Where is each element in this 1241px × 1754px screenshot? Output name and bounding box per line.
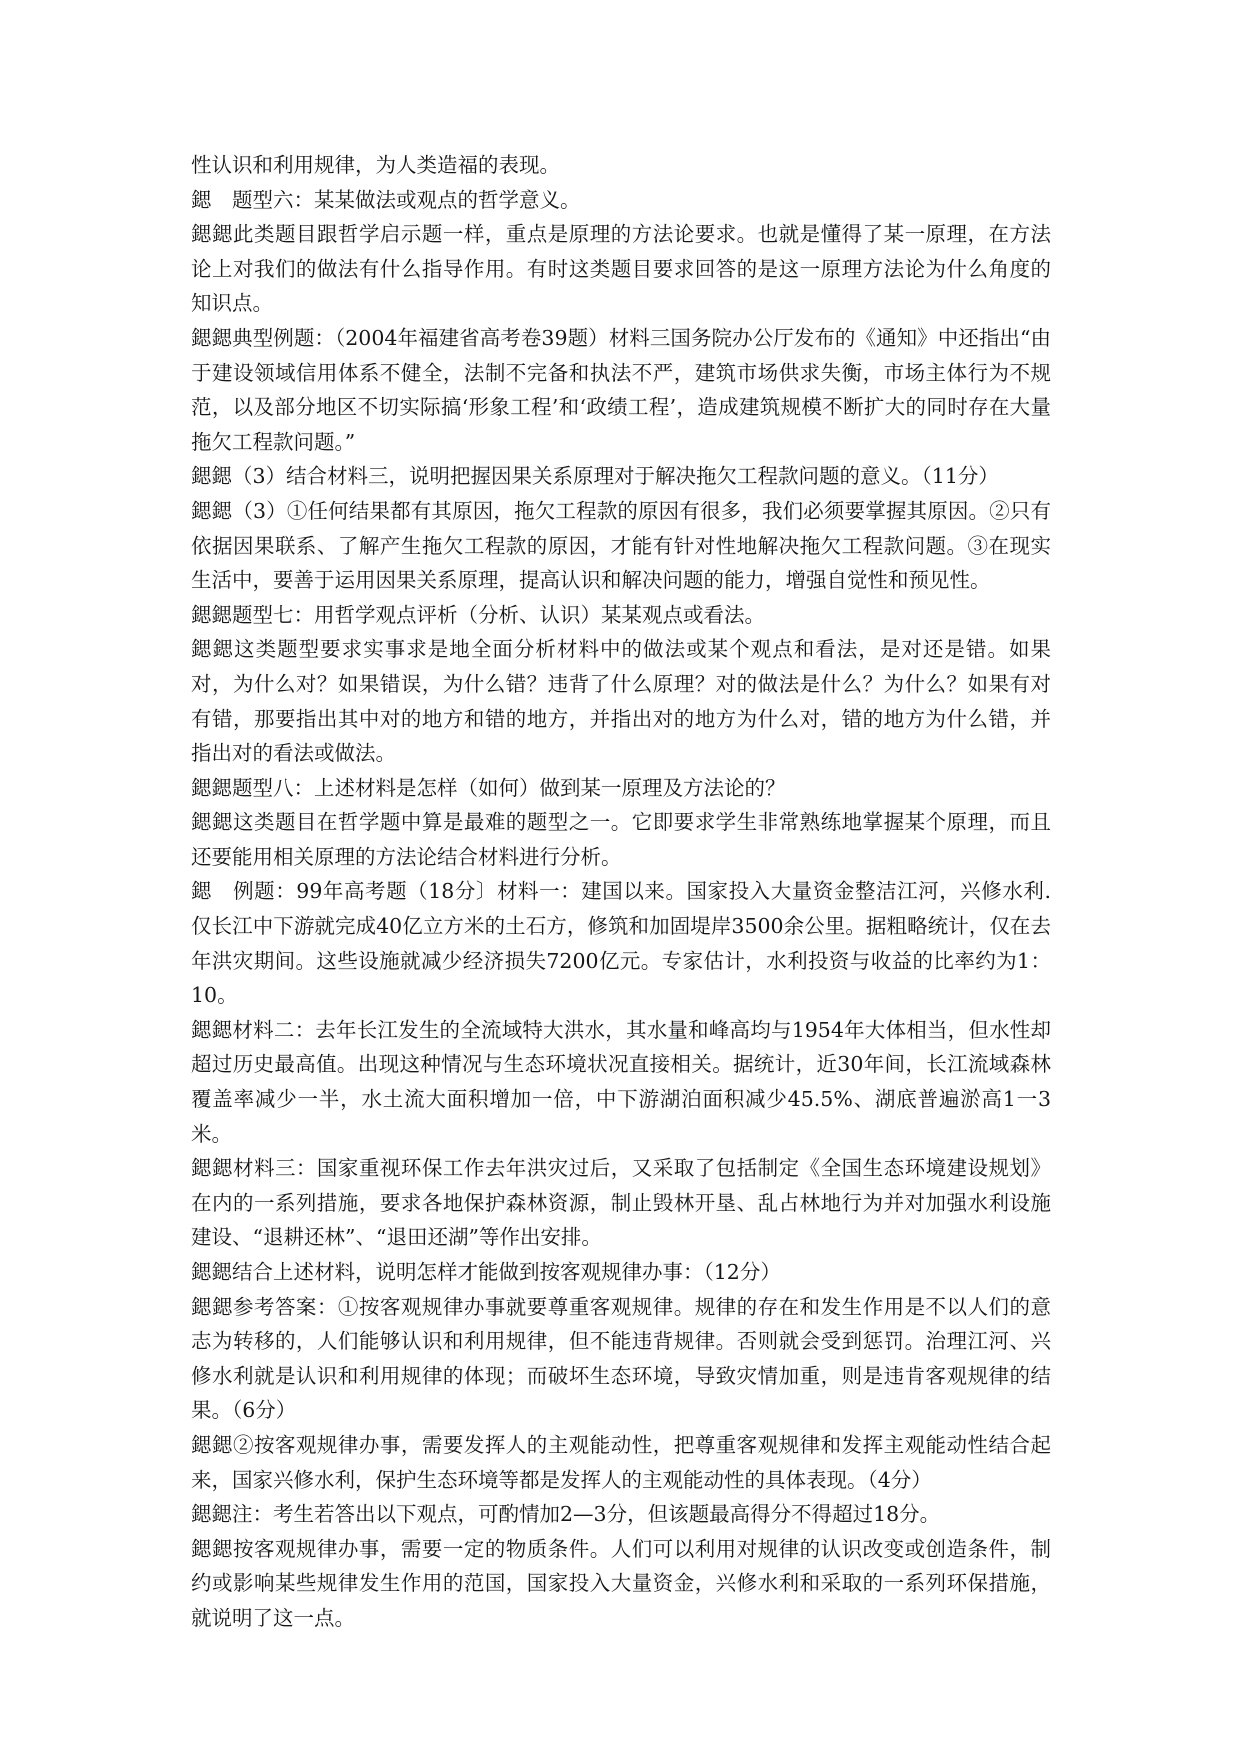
paragraph-question: 鍶鍶结合上述材料，说明怎样才能做到按客观规律办事：（12分）	[191, 1260, 781, 1284]
paragraph-material-two: 鍶鍶材料二：去年长江发生的全流域特大洪水，其水量和峰高均与1954年大体相当，但水性却超过历史最高值。出现这种情况与生态环境状况直接相关。据统计，近30年间，长江流域森林覆盖率减少一半，水土流大面积增加一倍，中下游湖泊面积减少45.5%、湖底普遍淤高1一3米。	[191, 1017, 1051, 1146]
paragraph-type-eight-explanation: 鍶鍶这类题目在哲学题中算是最难的题型之一。它即要求学生非常熟练地掌握某个原理，而且还要能用相关原理的方法论结合材料进行分析。	[191, 810, 1051, 869]
paragraph-example-fujian-2004: 鍶鍶典型例题：（2004年福建省高考卷39题）材料三国务院办公厅发布的《通知》中还指出“由于建设领域信用体系不健全，法制不完备和执法不严，建筑市场供求失衡，市场主体行为不规范，以及部分地区不切实际搞‘形象工程’和‘政绩工程’，造成建筑规模不断扩大的同时存在大量拖欠工程款问题。”	[191, 325, 1051, 454]
paragraph-material-three: 鍶鍶材料三：国家重视环保工作去年洪灾过后，又采取了包括制定《全国生态环境建设规划》在内的一系列措施，要求各地保护森林资源，制止毁林开垦、乱占林地行为并对加强水利设施建设、“退耕还林”、“退田还湖”等作出安排。	[191, 1156, 1051, 1250]
paragraph-reference-answer: 鍶鍶参考答案：①按客观规律办事就要尊重客观规律。规律的存在和发生作用是不以人们的意志为转移的，人们能够认识和利用规律，但不能违背规律。否则就会受到惩罚。治理江河、兴修水利就是认识和利用规律的体现；而破坏生态环境，导致灾情加重，则是违肯客观规律的结果。（6分）	[191, 1294, 1051, 1423]
paragraph-example-material-one: 鍶 例题：99年高考题（18分〕材料一：建国以来。国家投入大量资金整洁江河，兴修水利. 仅长江中下游就完成40亿立方米的土石方，修筑和加固堤岸3500余公里。据粗略统计，仅在去年洪灾期间。这些设施就减少经济损失7200亿元。专家估计，水利投资与收益的比率约为1：10。	[191, 879, 1051, 1008]
document-body	[191, 148, 1051, 1636]
paragraph-answer-point-two: 鍶鍶②按客观规律办事，需要发挥人的主观能动性，把尊重客观规律和发挥主观能动性结合起来，国家兴修水利，保护生态环境等都是发挥人的主观能动性的具体表现。（4分）	[191, 1432, 1051, 1492]
paragraph-type-six-heading: 鍶 题型六：某某做法或观点的哲学意义。	[191, 187, 581, 212]
paragraph-answer-3: 鍶鍶（3）①任何结果都有其原因，拖欠工程款的原因有很多，我们必须要掌握其原因。②只有依据因果联系、了解产生拖欠工程款的原因，才能有针对性地解决拖欠工程款问题。③在现实生活中，要善于运用因果关系原理，提高认识和解决问题的能力，增强自觉性和预见性。	[191, 498, 1051, 593]
paragraph-type-seven-explanation: 鍶鍶这类题型要求实事求是地全面分析材料中的做法或某个观点和看法，是对还是错。如果对，为什么对？如果错误，为什么错？违背了什么原理？对的做法是什么？为什么？如果有对有错，那要指出其中对的地方和错的地方，并指出对的地方为什么对，错的地方为什么错，并指出对的看法或做法。	[191, 637, 1051, 766]
paragraph-note: 鍶鍶注：考生若答出以下观点，可酌情加2—3分，但该题最高得分不得超过18分。	[191, 1502, 941, 1527]
paragraph-type-eight-heading: 鍶鍶题型八：上述材料是怎样（如何）做到某一原理及方法论的？	[191, 775, 786, 800]
paragraph-type-six-explanation: 鍶鍶此类题目跟哲学启示题一样，重点是原理的方法论要求。也就是懂得了某一原理，在方法论上对我们的做法有什么指导作用。有时这类题目要求回答的是这一原理方法论为什么角度的知识点。	[191, 222, 1051, 316]
paragraph-type-seven-heading: 鍶鍶题型七：用哲学观点评析（分析、认识）某某观点或看法。	[191, 602, 765, 627]
paragraph-question-3: 鍶鍶（3）结合材料三，说明把握因果关系原理对于解决拖欠工程款问题的意义。（11分）	[191, 464, 999, 489]
paragraph-intro-continuation: 性认识和利用规律，为人类造福的表现。	[191, 153, 560, 177]
paragraph-extra-point: 鍶鍶按客观规律办事，需要一定的物质条件。人们可以利用对规律的认识改变或创造条件，制约或影响某些规律发生作用的范国，国家投入大量资金，兴修水利和采取的一系列环保措施，就说明了这一点。	[191, 1536, 1051, 1630]
